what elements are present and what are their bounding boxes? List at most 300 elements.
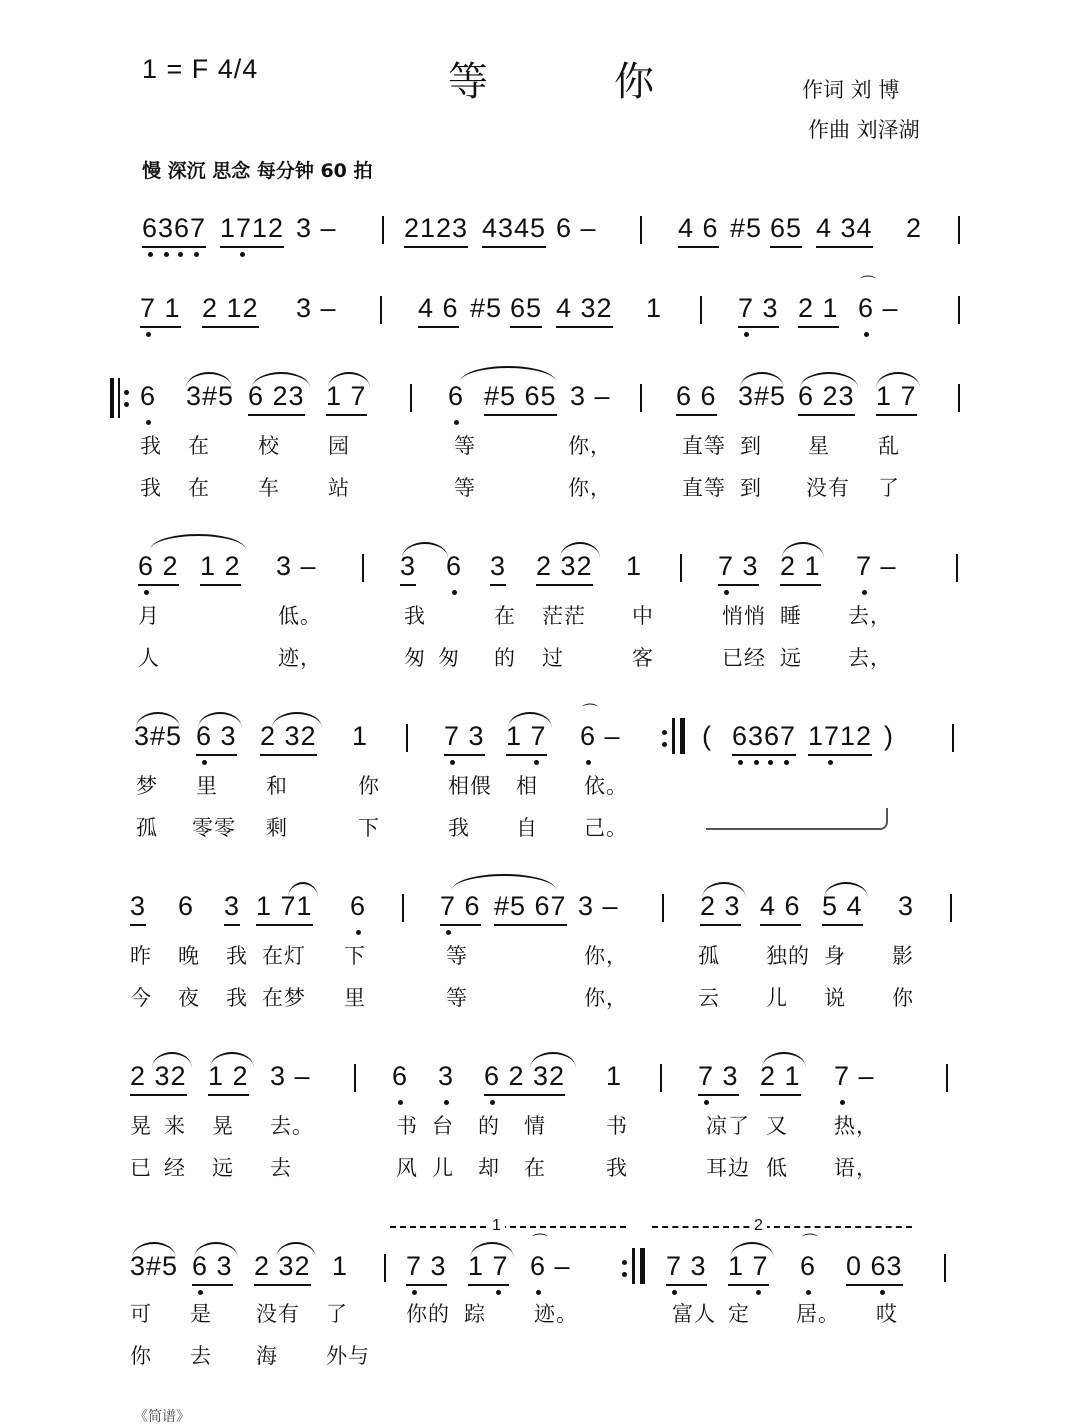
lyric-line-verse-1 (0, 430, 1080, 462)
low-octave-dot (724, 590, 729, 595)
note-group: 2 (906, 213, 923, 243)
lyric: 来 (164, 1114, 186, 1138)
lyric: 低。 (278, 604, 322, 628)
note-group: 6 6 (676, 378, 717, 416)
note-group: 7 – (856, 551, 897, 581)
slur (194, 1242, 238, 1258)
note-group: 6 (446, 551, 463, 581)
lyric: 低 (766, 1156, 788, 1180)
lyric: 耳边 (706, 1156, 750, 1180)
lyric: 人 (138, 646, 160, 670)
slur (276, 1242, 316, 1258)
lyric: 我 (448, 816, 470, 840)
barline (640, 216, 642, 244)
slur (740, 372, 784, 388)
note-group: 3 (224, 888, 240, 926)
lyric: 是 (190, 1302, 212, 1326)
barline (958, 216, 960, 244)
score-header (0, 0, 1080, 200)
lyric: 没有 (256, 1302, 300, 1326)
lyric: 没有 (806, 476, 850, 500)
note-group: 1 (646, 293, 663, 323)
lyric-line-verse-2 (0, 472, 1080, 504)
lyric: 站 (328, 476, 350, 500)
note-group: 1 2 (200, 548, 241, 586)
lyric: 又 (766, 1114, 788, 1138)
slur (150, 534, 246, 550)
lyric-line-verse-2 (0, 812, 1080, 844)
barline (944, 1254, 946, 1282)
lyric: 去， (848, 604, 892, 628)
low-octave-dot (198, 1290, 203, 1295)
low-octave-dot (880, 1290, 885, 1295)
volta-1-number: 1 (488, 1217, 505, 1235)
note-group: 6 (140, 381, 157, 411)
lyric: 独的 (766, 944, 810, 968)
note-group: ) (884, 721, 894, 751)
lyric-line-verse-2 (0, 982, 1080, 1014)
slur (136, 712, 180, 728)
low-octave-dot (454, 420, 459, 425)
slur (782, 542, 824, 558)
slur (702, 882, 746, 898)
barline (354, 1064, 356, 1092)
lyric: 零零 (192, 816, 236, 840)
lyric: 匆 (404, 646, 426, 670)
lyric: 你 (130, 1344, 152, 1368)
lyric: 书 (396, 1114, 418, 1138)
lyric: 你 (358, 774, 380, 798)
note-group: 2 3 (700, 888, 741, 926)
volta-1-bracket (390, 1226, 626, 1240)
barline (384, 1254, 386, 1282)
lyric: 儿 (766, 986, 788, 1010)
low-octave-dot (490, 1100, 495, 1105)
lyric: 热， (834, 1114, 878, 1138)
lyric: 等 (454, 434, 476, 458)
low-octave-dot (754, 760, 759, 765)
lyric-line-verse-2 (0, 1152, 1080, 1184)
note-group: 6367 (732, 718, 796, 756)
lyric: 你， (568, 434, 612, 458)
note-group: 6 (350, 891, 367, 921)
lyric: 梦 (136, 774, 158, 798)
lyric: 迹。 (534, 1302, 578, 1326)
lyric: 我 (140, 476, 162, 500)
lyric: 在 (188, 434, 210, 458)
low-octave-dot (164, 252, 169, 257)
lyric: 在 (524, 1156, 546, 1180)
note-group: 5 4 (822, 888, 863, 926)
lyric: 睡 (780, 604, 802, 628)
lyric-line-verse-1 (0, 600, 1080, 632)
lyric-line-verse-1 (0, 770, 1080, 802)
low-octave-dot (586, 760, 591, 765)
lyric: 园 (328, 434, 350, 458)
lyric: 月 (138, 604, 160, 628)
note-group: 2 1 (798, 290, 839, 328)
lyric: 在 (188, 476, 210, 500)
note-group: 1 (352, 721, 369, 751)
slur (272, 712, 322, 728)
repeat-dot (622, 1272, 627, 1277)
lyric: 台 (432, 1114, 454, 1138)
lyric: 茫茫 (542, 604, 586, 628)
title-char-1: 等 (448, 59, 488, 105)
repeat-end-thin (672, 718, 675, 754)
low-octave-dot (144, 590, 149, 595)
slur (198, 712, 242, 728)
note-group: 7 – (834, 1061, 875, 1091)
note-group: 1 7 (728, 1248, 769, 1286)
note-group: 3 (490, 548, 506, 586)
low-octave-dot (704, 1100, 709, 1105)
low-octave-dot (536, 1290, 541, 1295)
lyric: 去 (270, 1156, 292, 1180)
lyric: 居。 (796, 1302, 840, 1326)
note-group: 4 6 (760, 888, 801, 926)
barline (958, 296, 960, 324)
slur (730, 1242, 774, 1258)
low-octave-dot (356, 930, 361, 935)
lyric: 孤 (136, 816, 158, 840)
slur (530, 1052, 576, 1068)
lyric: 已经 (722, 646, 766, 670)
lyric: 在灯 (262, 944, 306, 968)
barline (362, 554, 364, 582)
lyric: 你 (892, 986, 914, 1010)
low-octave-dot (738, 760, 743, 765)
low-octave-dot (534, 760, 539, 765)
low-octave-dot (146, 420, 151, 425)
lyric: 已 (130, 1156, 152, 1180)
note-group: 3 – (276, 551, 317, 581)
lyric: 在梦 (262, 986, 306, 1010)
note-group: 3#5 (134, 721, 183, 751)
lyric: 今 (130, 986, 152, 1010)
repeat-end-thick (680, 718, 685, 754)
note-group: 3 (130, 888, 146, 926)
low-octave-dot (450, 760, 455, 765)
lyric: 在 (494, 604, 516, 628)
lyric: 你， (584, 944, 628, 968)
low-octave-dot (446, 930, 451, 935)
low-octave-dot (756, 1290, 761, 1295)
low-octave-dot (178, 252, 183, 257)
note-group: 2 1 (760, 1058, 801, 1096)
note-group: 6 23 (248, 378, 305, 416)
lyric-line-verse-2 (0, 1340, 1080, 1372)
barline (660, 1064, 662, 1092)
lyric: 等 (454, 476, 476, 500)
lyric: 我 (226, 944, 248, 968)
lyric: 的 (494, 646, 516, 670)
slur (402, 542, 448, 558)
lyric: 匆 (438, 646, 460, 670)
title-char-2: 你 (614, 59, 654, 105)
fermata: ⌒ (860, 274, 877, 293)
lyric: 影 (892, 944, 914, 968)
lyric: 踪 (464, 1302, 486, 1326)
lyric: 相偎 (448, 774, 492, 798)
low-octave-dot (840, 1100, 845, 1105)
note-group: 6 – (858, 293, 899, 323)
fermata: ⌒ (802, 1232, 819, 1251)
repeat-dot (662, 730, 667, 735)
lyric: 经 (164, 1156, 186, 1180)
lyric: 可 (130, 1302, 152, 1326)
note-group: 65 (510, 290, 542, 328)
note-group: 3 – (296, 213, 337, 243)
lyric: 下 (358, 816, 380, 840)
lyric: 我 (404, 604, 426, 628)
low-octave-dot (862, 590, 867, 595)
low-octave-dot (240, 252, 245, 257)
lyric: 外与 (326, 1344, 370, 1368)
lyric: 去。 (270, 1114, 314, 1138)
lyric: 凉了 (706, 1114, 750, 1138)
note-group: 1 71 (256, 888, 313, 926)
barline (958, 384, 960, 412)
lyric: 迹， (278, 646, 322, 670)
lyric: 我 (140, 434, 162, 458)
lyric: 等 (446, 944, 468, 968)
low-octave-dot (864, 332, 869, 337)
lyric: 我 (226, 986, 248, 1010)
note-group: 7 3 (444, 718, 485, 756)
note-group: 4 32 (556, 290, 613, 328)
low-octave-dot (202, 760, 207, 765)
note-group: 65 (770, 210, 802, 248)
slur (800, 372, 858, 388)
footer-fragment: 《简谱》 (134, 1409, 190, 1425)
low-octave-dot (146, 332, 151, 337)
low-octave-dot (806, 1290, 811, 1295)
lyric: 晃 (130, 1114, 152, 1138)
note-group: 3 – (570, 381, 611, 411)
barline (946, 1064, 948, 1092)
lyric: 情 (524, 1114, 546, 1138)
note-group: 1 7 (326, 378, 367, 416)
note-group: 6 2 32 (484, 1058, 565, 1096)
lyric: 到 (740, 434, 762, 458)
lyric: 你的 (406, 1302, 450, 1326)
note-group: 2 32 (260, 718, 317, 756)
lyric: 孤 (698, 944, 720, 968)
lyric: 身 (824, 944, 846, 968)
note-group: 3 – (296, 293, 337, 323)
slur (470, 1242, 514, 1258)
low-octave-dot (496, 1290, 501, 1295)
lyric: 昨 (130, 944, 152, 968)
note-group: 7 3 (406, 1248, 447, 1286)
low-octave-dot (444, 1100, 449, 1105)
fermata: ⌒ (532, 1232, 549, 1251)
lyric: 了 (326, 1302, 348, 1326)
note-group: 6 (392, 1061, 409, 1091)
repeat-end-thin (632, 1248, 635, 1284)
lyric: 远 (780, 646, 802, 670)
barline (406, 724, 408, 752)
note-group: 2123 (404, 210, 468, 248)
lyric: 己。 (584, 816, 628, 840)
lyric: 里 (196, 774, 218, 798)
note-group: #5 67 (494, 888, 567, 926)
note-group: 4 34 (816, 210, 873, 248)
note-group: 1712 (220, 210, 284, 248)
lyric: 云 (698, 986, 720, 1010)
slur (560, 542, 600, 558)
note-group: 1 (606, 1061, 623, 1091)
lyric: 直等 (682, 476, 726, 500)
note-group: 2 32 (130, 1058, 187, 1096)
slur (762, 1052, 806, 1068)
fermata: ⌒ (582, 702, 599, 721)
lyric: 语， (834, 1156, 878, 1180)
lyric: 相 (516, 774, 538, 798)
note-group: 0 63 (846, 1248, 903, 1286)
low-octave-dot (412, 1290, 417, 1295)
note-group: 3 – (578, 891, 619, 921)
low-octave-dot (828, 760, 833, 765)
lyric: 哎 (876, 1302, 898, 1326)
note-group: 3#5 (738, 381, 787, 411)
low-octave-dot (398, 1100, 403, 1105)
volta-2-bracket (652, 1226, 912, 1240)
note-group: #5 (730, 213, 763, 243)
tempo-marking: 慢 深沉 思念 每分钟 60 拍 (142, 160, 373, 182)
note-group: 1 2 (208, 1058, 249, 1096)
note-group: 7 6 (440, 888, 481, 926)
note-group: 6 3 (192, 1248, 233, 1286)
lyric: 海 (256, 1344, 278, 1368)
note-group: 6 (448, 381, 465, 411)
lyric: 等 (446, 986, 468, 1010)
lyric: 风 (396, 1156, 418, 1180)
note-group: 6 2 (138, 548, 179, 586)
note-group: 2 1 (780, 548, 821, 586)
barline (382, 216, 384, 244)
slur (452, 874, 556, 890)
slur (876, 372, 920, 388)
lyric-line-verse-1 (0, 1298, 1080, 1330)
repeat-dot (622, 1260, 627, 1265)
low-octave-dot (784, 760, 789, 765)
note-group: 6 (800, 1251, 817, 1281)
note-group: 4 6 (418, 290, 459, 328)
slur (186, 372, 232, 388)
lyric: 远 (212, 1156, 234, 1180)
note-group: 6 – (556, 213, 597, 243)
note-group: 1 7 (468, 1248, 509, 1286)
note-group: 2 32 (254, 1248, 311, 1286)
note-group: 3#5 (130, 1251, 179, 1281)
lyric: 富人 (672, 1302, 716, 1326)
barline (640, 384, 642, 412)
lyric: 儿 (432, 1156, 454, 1180)
lyric: 下 (344, 944, 366, 968)
note-group: 3#5 (186, 381, 235, 411)
barline (950, 894, 952, 922)
barline (410, 384, 412, 412)
lyric: 校 (258, 434, 280, 458)
lyric: 里 (344, 986, 366, 1010)
note-group: 7 1 (140, 290, 181, 328)
lyric: 乱 (878, 434, 900, 458)
repeat-end-thick (640, 1248, 645, 1284)
note-group: 6 – (530, 1251, 571, 1281)
lyric: 晚 (178, 944, 200, 968)
slur (132, 1242, 176, 1258)
note-group: 2 12 (202, 290, 259, 328)
note-group: 3 – (270, 1061, 311, 1091)
slur (252, 372, 310, 388)
low-octave-dot (452, 590, 457, 595)
lyric-line-verse-2 (0, 642, 1080, 674)
slur (508, 712, 552, 728)
note-group: #5 (470, 293, 503, 323)
barline (956, 554, 958, 582)
lyric: 直等 (682, 434, 726, 458)
key-signature: 1 = F 4/4 (142, 54, 259, 84)
lyric: 你， (584, 986, 628, 1010)
lyric: 星 (808, 434, 830, 458)
note-group: 2 32 (536, 548, 593, 586)
barline (402, 894, 404, 922)
composer-credit: 作曲 刘泽湖 (808, 118, 920, 142)
lyric: 剩 (266, 816, 288, 840)
slur (824, 882, 868, 898)
note-group: 6 – (580, 721, 621, 751)
low-octave-dot (744, 332, 749, 337)
note-group: 7 3 (698, 1058, 739, 1096)
note-group: 4 6 (678, 210, 719, 248)
note-group: 1 7 (876, 378, 917, 416)
lyric: 去 (190, 1344, 212, 1368)
lyric: 悄悄 (722, 604, 766, 628)
note-group: 1 (332, 1251, 349, 1281)
note-group: 6 (178, 891, 195, 921)
note-group: #5 65 (484, 378, 557, 416)
note-group: ( (702, 721, 712, 751)
lyric-line-verse-1 (0, 940, 1080, 972)
barline (700, 296, 702, 324)
lyric: 去， (848, 646, 892, 670)
lyric: 晃 (212, 1114, 234, 1138)
note-group: 6 3 (196, 718, 237, 756)
note-line (0, 210, 1080, 250)
lyric: 却 (478, 1156, 500, 1180)
lyric: 说 (824, 986, 846, 1010)
low-octave-dot (672, 1290, 677, 1295)
slur (210, 1052, 254, 1068)
lyric: 自 (516, 816, 538, 840)
note-group: 6 23 (798, 378, 855, 416)
slur (288, 882, 318, 898)
note-group: 3 (400, 548, 416, 586)
lyric: 中 (632, 604, 654, 628)
note-group: 4345 (482, 210, 546, 248)
note-group: 7 3 (738, 290, 779, 328)
lyric: 定 (728, 1302, 750, 1326)
note-group: 1 (626, 551, 643, 581)
volta-2-number: 2 (750, 1217, 767, 1235)
lyricist-credit: 作词 刘 博 (802, 78, 900, 102)
repeat-dot (662, 742, 667, 747)
lyric: 和 (266, 774, 288, 798)
note-group: 7 3 (718, 548, 759, 586)
lyric: 依。 (584, 774, 628, 798)
